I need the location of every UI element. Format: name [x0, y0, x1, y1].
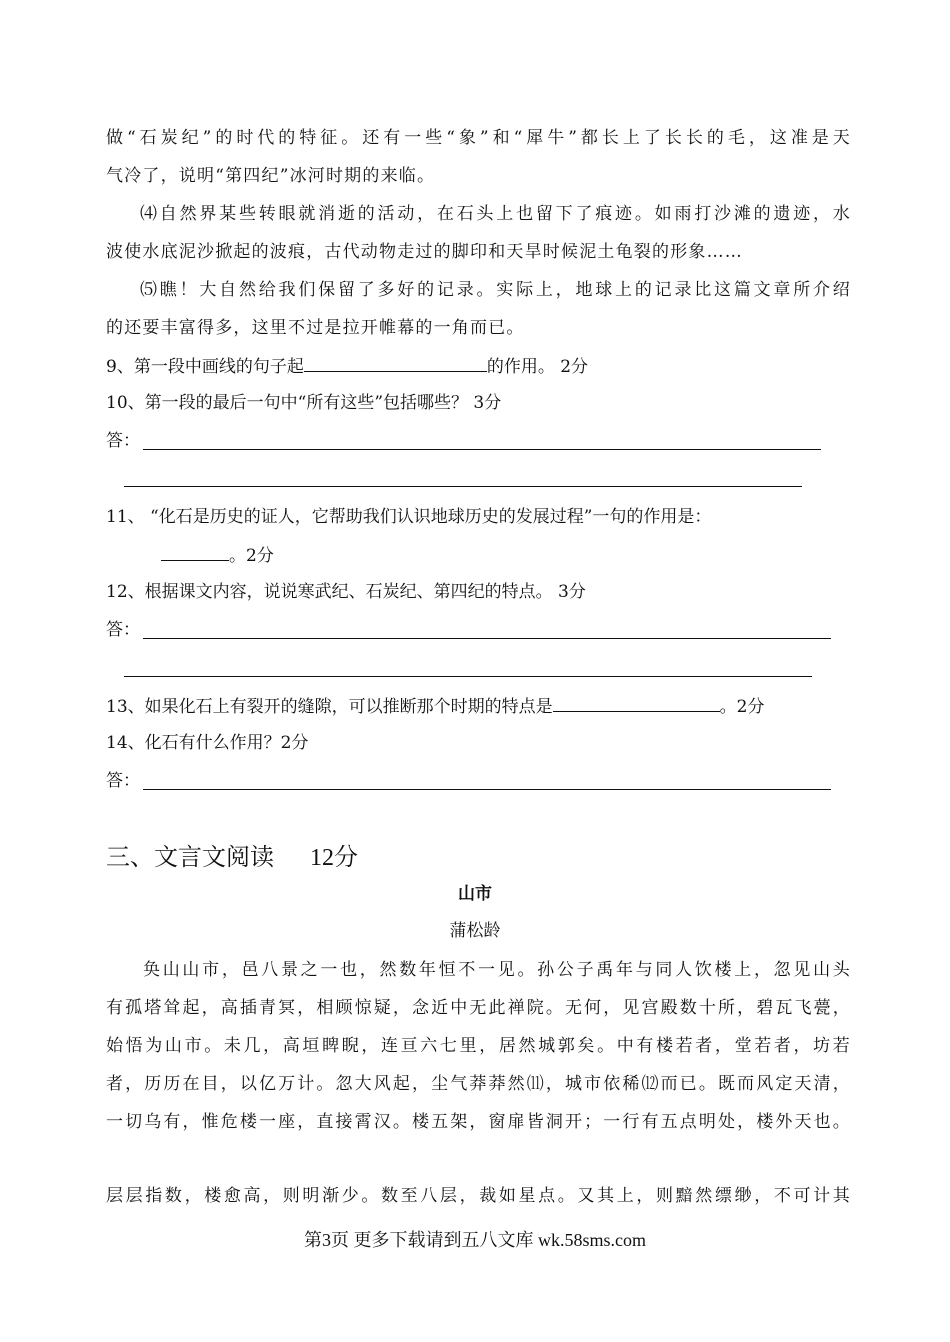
- question-11: 11、 “化石是历史的证人，它帮助我们认识地球历史的发展过程”一句的作用是：: [106, 507, 712, 527]
- answer-label-14: 答：: [106, 771, 140, 791]
- question-13: [106, 693, 851, 719]
- question-10: 10、第一段的最后一句中“所有这些”包括哪些？ 3分: [106, 393, 502, 413]
- classical-text-line: 层层指数，楼愈高，则明渐少。数至八层，裁如星点。又其上，则黯然缥缈，不可计其: [106, 1186, 851, 1206]
- question-11-tail: 。2分: [229, 546, 274, 566]
- question-11-answer: [161, 542, 461, 568]
- answer-label-10: 答：: [106, 431, 140, 451]
- passage-paragraph-4: ⑷自然界某些转眼就消逝的活动，在石头上也留下了痕迹。如雨打沙滩的遗迹，水: [140, 204, 851, 224]
- passage-line: 气冷了，说明“第四纪”冰河时期的来临。: [106, 166, 436, 186]
- answer-line-10b[interactable]: [124, 486, 802, 487]
- passage-paragraph-5: ⑸瞧！大自然给我们保留了多好的记录。实际上，地球上的记录比这篇文章所介绍: [140, 280, 851, 300]
- page-footer: 第3页 更多下载请到五八文库 wk.58sms.com: [304, 1230, 646, 1250]
- article-title: 山市: [458, 884, 492, 904]
- answer-line-12b[interactable]: [124, 676, 812, 677]
- answer-line-12a[interactable]: [143, 638, 831, 639]
- answer-line-14[interactable]: [143, 789, 831, 790]
- classical-text-line: 者，历历在目，以亿万计。忽大风起，尘气莽莽然⑾，城市依稀⑿而已。既而风定天清，: [106, 1074, 851, 1094]
- classical-text-line: 一切乌有，惟危楼一座，直接霄汉。楼五架，窗扉皆洞开；一行有五点明处，楼外天也。: [106, 1112, 851, 1132]
- passage-line: 的还要丰富得多，这里不过是拉开帷幕的一角而已。: [106, 318, 525, 338]
- question-13-blank[interactable]: [553, 693, 720, 712]
- section-3-title: 三、文言文阅读: [106, 843, 274, 871]
- question-9-blank[interactable]: [304, 353, 487, 372]
- article-author: 蒲松龄: [449, 921, 501, 941]
- question-11-blank[interactable]: [161, 542, 229, 561]
- section-3-points: 12分: [310, 845, 358, 871]
- answer-line-10a[interactable]: [143, 449, 821, 450]
- question-9: [106, 353, 851, 379]
- classical-text-line: 奂山山市，邑八景之一也，然数年恒不一见。孙公子禹年与同人饮楼上，忽见山头: [143, 960, 851, 980]
- question-12: 12、根据课文内容，说说寒武纪、石炭纪、第四纪的特点。 3分: [106, 582, 586, 602]
- question-13-text: 13、如果化石上有裂开的缝隙，可以推断那个时期的特点是: [106, 697, 553, 717]
- classical-text-line: 始悟为山市。未几，高垣睥睨，连亘六七里，居然城郭矣。中有楼若者，堂若者，坊若: [106, 1036, 851, 1056]
- question-14: 14、化石有什么作用？2分: [106, 733, 309, 753]
- passage-line: 做“石炭纪”的时代的特征。还有一些“象”和“犀牛”都长上了长长的毛，这准是天: [106, 128, 851, 148]
- section-3-heading: [106, 842, 358, 873]
- question-9-tail: 的作用。 2分: [486, 357, 589, 377]
- passage-line: 波使水底泥沙掀起的波痕，古代动物走过的脚印和天旱时候泥土龟裂的形象……: [106, 242, 743, 262]
- classical-text-line: 有孤塔耸起，高插青冥，相顾惊疑，念近中无此禅院。无何，见宫殿数十所，碧瓦飞甍，: [106, 998, 851, 1018]
- question-9-text: 9、第一段中画线的句子起: [106, 357, 304, 377]
- answer-label-12: 答：: [106, 620, 140, 640]
- question-13-tail: 。2分: [719, 697, 765, 717]
